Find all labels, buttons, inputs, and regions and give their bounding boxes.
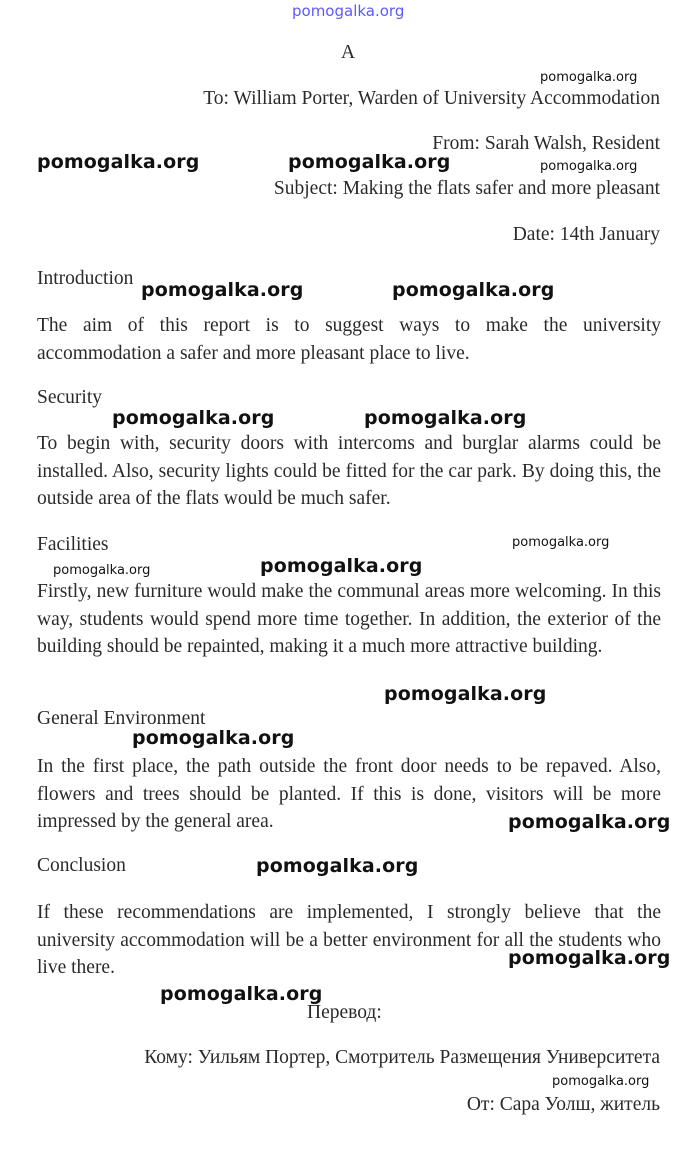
watermark: pomogalka.org (540, 159, 638, 174)
watermark: pomogalka.org (141, 279, 304, 301)
memo-date: Date: 14th January (512, 224, 660, 245)
section-text-conclusion: If these recommendations are implemented, I strongly believe that the university accommodation will be a better environment for all the students who live there. (37, 902, 661, 978)
watermark: pomogalka.org (53, 563, 151, 578)
watermark: pomogalka.org (260, 555, 423, 577)
watermark: pomogalka.org (112, 407, 275, 429)
section-heading-facilities: Facilities (37, 534, 109, 555)
section-heading-general-environment: General Environment (37, 708, 206, 729)
section-heading-conclusion: Conclusion (37, 855, 126, 876)
watermark: pomogalka.org (540, 70, 638, 85)
memo-from: From: Sarah Walsh, Resident (432, 133, 660, 154)
watermark: pomogalka.org (512, 535, 610, 550)
watermark: pomogalka.org (37, 151, 200, 173)
section-text-security: To begin with, security doors with intercoms and burglar alarms could be installed. Also, security lights could be fitted for the car park. By doing this, the outside area of the flats would be much safer. (37, 433, 661, 509)
watermark-top: pomogalka.org (292, 2, 405, 20)
watermark: pomogalka.org (508, 811, 671, 833)
watermark: pomogalka.org (288, 151, 451, 173)
section-heading-introduction: Introduction (37, 268, 134, 289)
watermark: pomogalka.org (508, 947, 671, 969)
watermark: pomogalka.org (392, 279, 555, 301)
watermark: pomogalka.org (384, 683, 547, 705)
document-label: A (341, 42, 356, 63)
section-text-general-environment: In the first place, the path outside the front door needs to be repaved. Also, flowers and trees should be planted. If this is done, visitors will be more impressed by the general area. (37, 756, 661, 832)
translation-to: Кому: Уильям Портер, Смотритель Размещения Университета (144, 1047, 660, 1068)
section-text-facilities: Firstly, new furniture would make the communal areas more welcoming. In this way, students would spend more time together. In addition, the exterior of the building should be repainted, making it a much more attractive building. (37, 581, 661, 657)
watermark: pomogalka.org (132, 727, 295, 749)
translation-from: От: Сара Уолш, житель (466, 1094, 660, 1115)
translation-label: Перевод: (307, 1002, 382, 1023)
memo-subject: Subject: Making the flats safer and more pleasant (273, 178, 660, 199)
watermark: pomogalka.org (160, 983, 323, 1005)
memo-to: To: William Porter, Warden of University Accommodation (203, 88, 660, 109)
watermark: pomogalka.org (552, 1074, 650, 1089)
watermark: pomogalka.org (364, 407, 527, 429)
section-heading-security: Security (37, 387, 102, 408)
section-text-introduction: The aim of this report is to suggest ways to make the university accommodation a safer and more pleasant place to live. (37, 315, 661, 364)
watermark: pomogalka.org (256, 855, 419, 877)
